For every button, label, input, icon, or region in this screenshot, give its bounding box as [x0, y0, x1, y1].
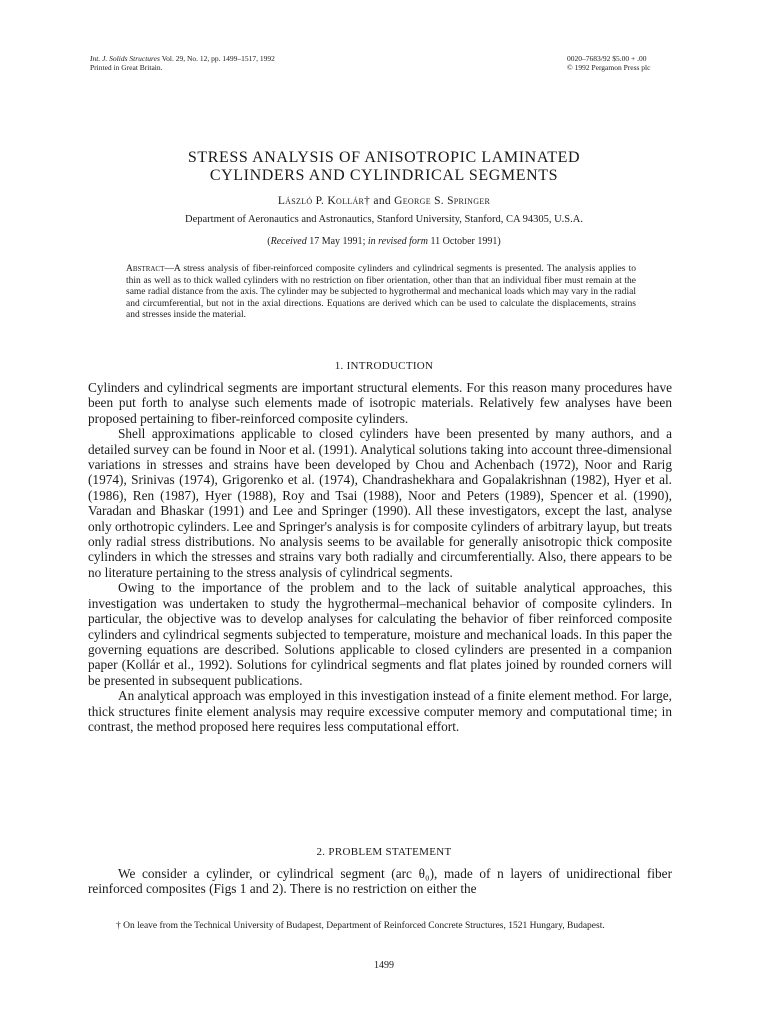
article-code: 0020–7683/92 $5.00 + .00	[567, 54, 647, 63]
intro-paragraph-1: Cylinders and cylindrical segments are important structural elements. For this reason many procedures have been put forth to analyse such elements made of isotropic materials. Relatively few analyses have been proposed pertaining to fiber-reinforced composite cylinders.	[88, 380, 672, 426]
received-dates: (Received 17 May 1991; in revised form 11 October 1991)	[267, 236, 501, 247]
author-conjunction: and	[373, 195, 391, 207]
introduction-body	[88, 380, 672, 734]
abstract-text: —A stress analysis of fiber-reinforced composite cylinders and cylindrical segments is presented. The analysis applies to thin as well as to thick walled cylinders with no restriction on fiber orientation, other than that an individual fiber must remain at the same radial distance from the axis. The cylinder may be subjected to hygrothermal and mechanical loads which may vary in the radial and circumferential, but not in the axial directions. Equations are derived which can be used to calculate the displacements, strains and stresses inside the material.	[126, 264, 636, 321]
publisher-header	[567, 54, 650, 72]
intro-paragraph-3: Owing to the importance of the problem and to the lack of suitable analytical approaches, this investigation was undertaken to study the hygrothermal–mechanical behavior of composite cylinders. In particular, the objective was to develop analyses for calculating the behavior of fiber reinforced composite cylinders and cylindrical segments subjected to temperature, moisture and mechanical loads. In this paper the governing equations are described. Solutions applicable to closed cylinders are presented in a companion paper (Kollár et al., 1992). Solutions for cylindrical segments and flat plates joined by rounded corners will be presented in subsequent publications.	[88, 580, 672, 688]
received-label: Received	[270, 236, 307, 247]
revised-date: 11 October 1991	[430, 236, 498, 247]
section-1-heading: 1. INTRODUCTION	[334, 360, 434, 372]
intro-paragraph-4: An analytical approach was employed in this investigation instead of a finite element method. For large, thick structures finite element analysis may require excessive computer memory and computational time; in contrast, the method proposed here requires less computational effort.	[88, 688, 673, 734]
paper-title	[0, 149, 768, 185]
footnote: † On leave from the Technical University of Budapest, Department of Reinforced Concrete Structures, 1521 Hungary, Budapest.	[116, 921, 605, 931]
problem-paragraph-1: We consider a cylinder, or cylindrical segment (arc θ₀), made of n layers of unidirectional fiber reinforced composites (Figs 1 and 2). There is no restriction on either the	[88, 866, 672, 897]
printed-note: Printed in Great Britain.	[90, 63, 163, 72]
journal-header	[90, 54, 275, 72]
intro-paragraph-2: Shell approximations applicable to closed cylinders have been presented by many authors, and a detailed survey can be found in Noor et al. (1991). Analytical solutions taking into account three-dimensional variations in stresses and strains have been developed by Chou and Achenbach (1972), Noor and Rarig (1974), Srinivas (1974), Grigorenko et al. (1974), Chandrashekhara and Gopalakrishnan (1982), Hyer et al. (1986), Ren (1987), Hyer (1988), Roy and Tsai (1988), Noor and Peters (1989), Spencer et al. (1990), Varadan and Bhaskar (1991) and Lee and Springer (1990). All these investigators, except the last, analyse only orthotropic cylinders. Lee and Springer's analysis is for composite cylinders of arbitrary layup, but treats only radial stress distributions. No analysis seems to be available for generally anisotropic thick composite cylinders in which the stresses and strains vary both radially and circumferentially. Also, there appears to be no literature pertaining to the stress analysis of cylindrical segments.	[88, 426, 672, 580]
journal-name: Int. J. Solids Structures	[90, 54, 160, 63]
title-line-1: STRESS ANALYSIS OF ANISOTROPIC LAMINATED	[187, 149, 581, 166]
problem-statement-body	[88, 866, 672, 897]
title-line-2: CYLINDERS AND CYLINDRICAL SEGMENTS	[209, 167, 559, 184]
affiliation: Department of Aeronautics and Astronautics, Stanford University, Stanford, CA 94305, U.S.A.	[185, 214, 583, 225]
revised-label: in revised form	[367, 236, 429, 247]
author-2: George S. Springer	[394, 195, 491, 207]
abstract-label: Abstract	[126, 264, 165, 274]
copyright-note: © 1992 Pergamon Press plc	[567, 63, 651, 72]
author-line	[0, 195, 768, 207]
journal-citation: Vol. 29, No. 12, pp. 1499–1517, 1992	[161, 54, 275, 63]
section-2-heading: 2. PROBLEM STATEMENT	[316, 846, 452, 858]
abstract	[126, 264, 636, 322]
page-number: 1499	[374, 960, 394, 971]
received-date: 17 May 1991	[309, 236, 363, 247]
author-1: László P. Kollár†	[277, 195, 371, 207]
